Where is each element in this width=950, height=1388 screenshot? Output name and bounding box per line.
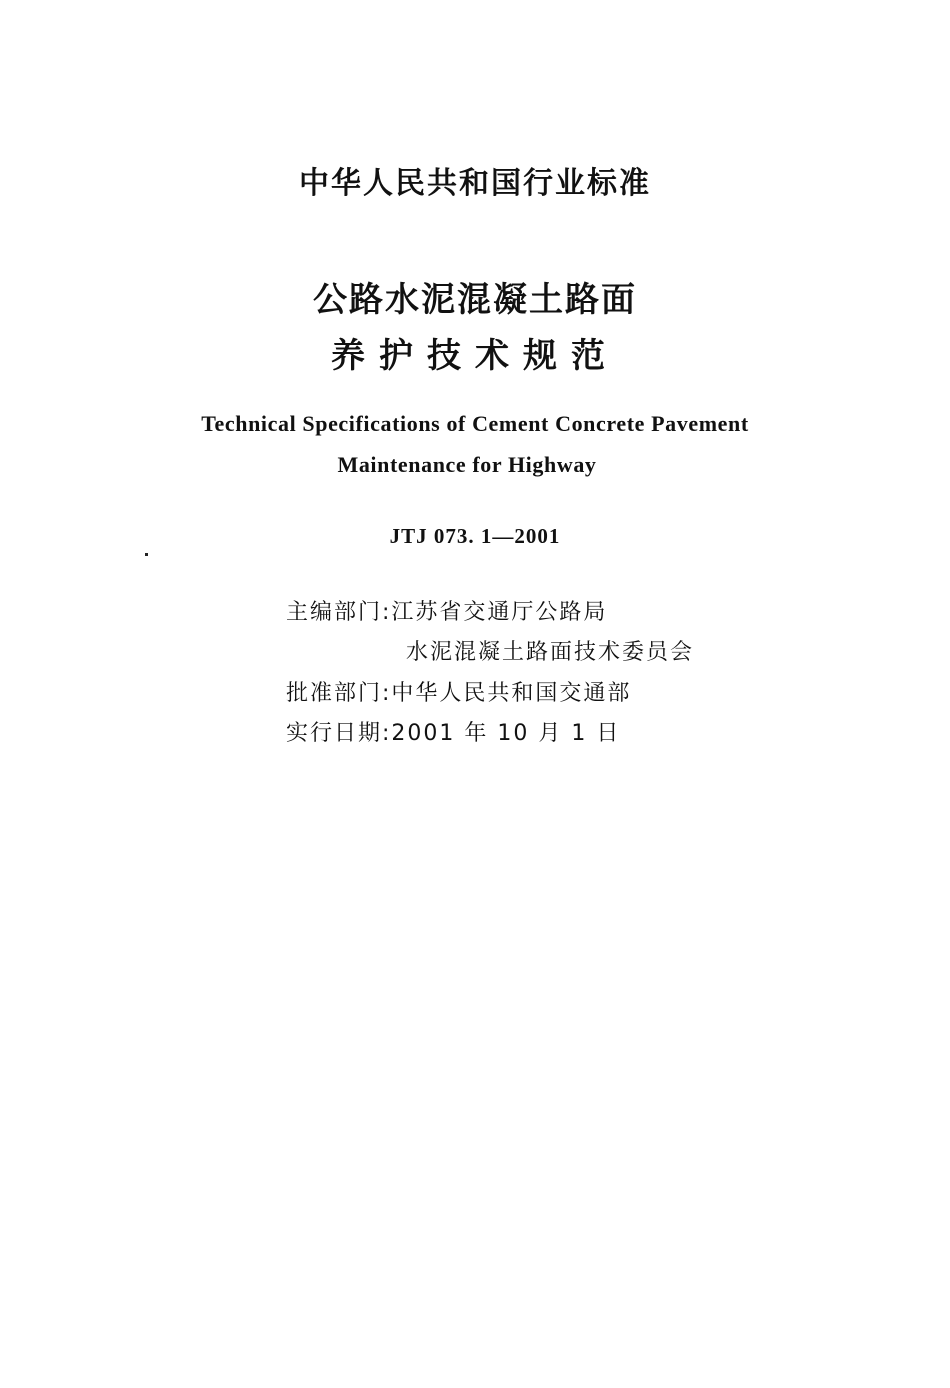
title-en-line-2: Maintenance for Highway (337, 452, 597, 477)
standard-category: 中华人民共和国行业标准 (299, 166, 651, 201)
title-cn-line-2: 养护技术规范 (331, 336, 619, 376)
approval-department: 批准部门:中华人民共和国交通部 (286, 681, 632, 706)
title-en-line-1: Technical Specifications of Cement Concrete Pavement (201, 411, 749, 436)
title-cn-line-1: 公路水泥混凝土路面 (313, 280, 637, 320)
effective-date: 实行日期:2001 年 10 月 1 日 (286, 721, 621, 746)
standard-code: JTJ 073. 1—2001 (389, 524, 561, 548)
scan-dot (145, 553, 148, 556)
editor-department-cont: 水泥混凝土路面技术委员会 (406, 640, 695, 665)
editor-department: 主编部门:江苏省交通厅公路局 (286, 600, 608, 625)
